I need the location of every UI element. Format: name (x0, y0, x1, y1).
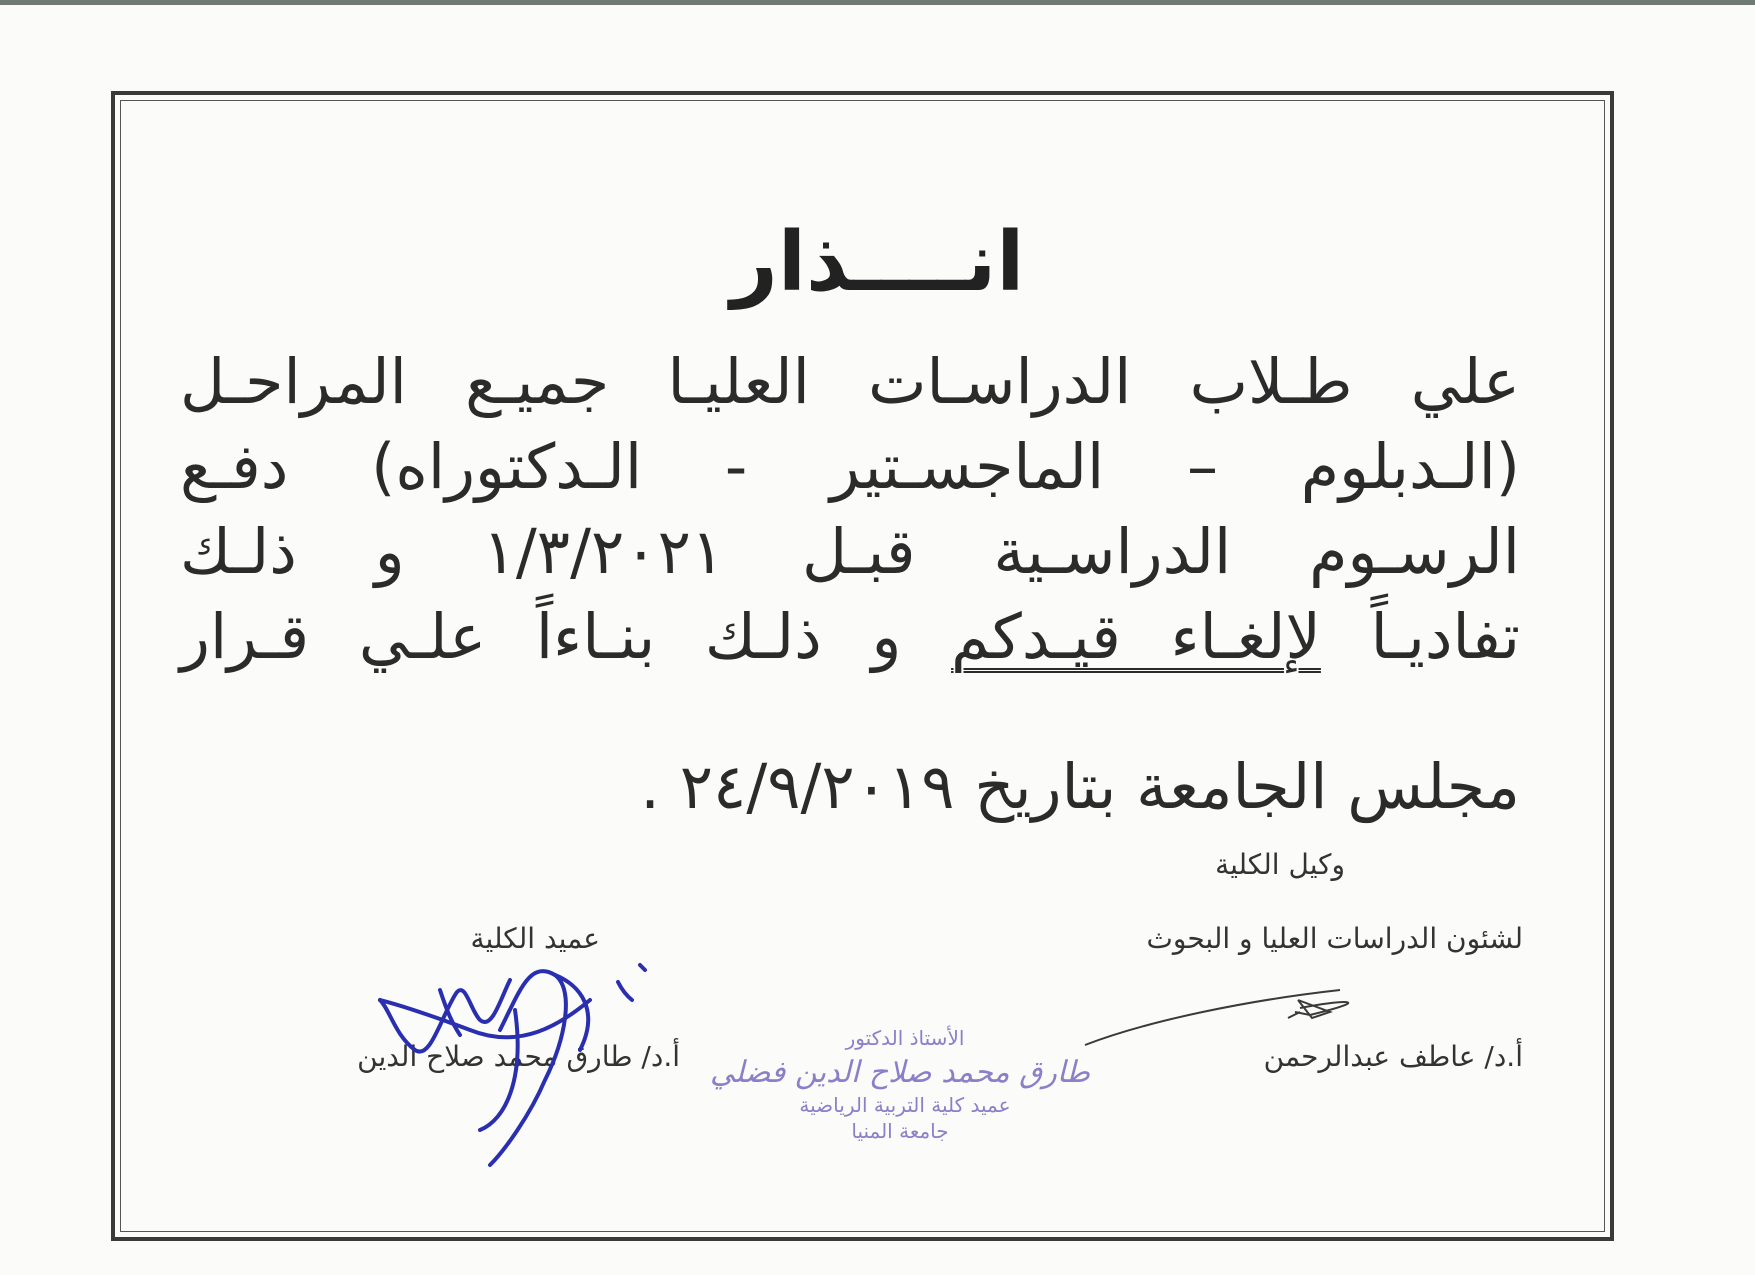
notice-line-5: مجلس الجامعة بتاريخ ٢٤/٩/٢٠١٩ . (640, 750, 1520, 823)
stamp-line-3: عميد كلية التربية الرياضية (799, 1093, 1011, 1117)
notice-line-2: (الـدبلوم – الماجسـتير - الـدكتوراه) دفـع (180, 430, 1520, 503)
stamp-line-2: طارق محمد صلاح الدين فضلي (710, 1055, 1090, 1090)
stamp-line-1: الأستاذ الدكتور (845, 1026, 965, 1050)
notice-line-4 (180, 597, 1520, 677)
notice-underlined-phrase: لإلغـاء قيـدكم (951, 600, 1321, 673)
dean-title: عميد الكلية (470, 922, 600, 955)
vice-dean-department: لشئون الدراسات العليا و البحوث (1146, 922, 1523, 955)
vice-dean-name: أ.د/ عاطف عبدالرحمن (1263, 1040, 1523, 1073)
vice-dean-title: وكيل الكلية (1215, 848, 1345, 881)
notice-line-1: علي طـلاب الدراسـات العليـا جميـع المراحـل (180, 345, 1520, 418)
stamp-line-4: جامعة المنيا (851, 1119, 949, 1143)
notice-title: انــــذار (730, 215, 1025, 310)
notice-line-3: الرسـوم الدراسـية قبـل ١/٣/٢٠٢١ و ذلـك (180, 515, 1520, 588)
dean-name: أ.د/ طارق محمد صلاح الدين (357, 1040, 680, 1073)
notice-line-4-start: تفاديـاً (1370, 600, 1520, 673)
notice-line-4-end: و ذلـك بنـاءاً علـي قـرار (180, 600, 902, 673)
scan-top-edge (0, 0, 1755, 5)
